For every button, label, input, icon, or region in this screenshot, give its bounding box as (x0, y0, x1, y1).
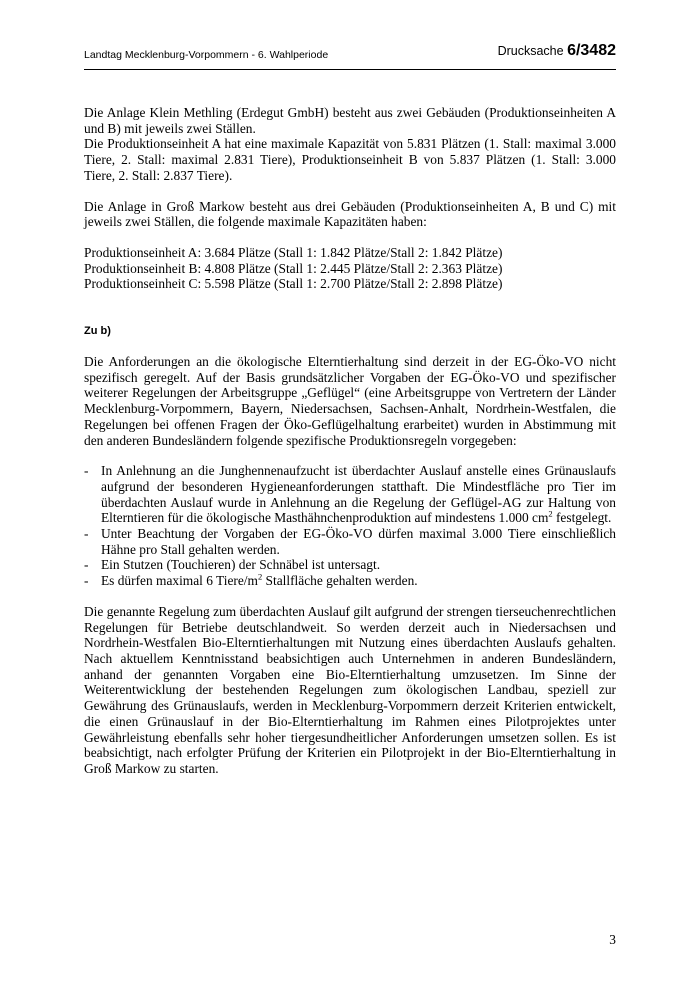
page-number: 3 (609, 932, 616, 947)
section-heading-b: Zu b) (84, 325, 111, 338)
production-unit-c: Produktionseinheit C: 5.598 Plätze (Stall 1: 2.700 Plätze/Stall 2: 2.898 Plätze) (84, 276, 503, 292)
list-item (84, 557, 616, 573)
document-number: 6/3482 (567, 42, 616, 59)
list-item-tail: Stallfläche gehalten werden. (262, 573, 418, 589)
list-dash: - (84, 557, 89, 573)
page-content (84, 105, 616, 777)
paragraph-klein-methling: Die Anlage Klein Methling (Erdegut GmbH) besteht aus zwei Gebäuden (Produktionseinheiten A und B) mit jeweils zwei Ställen. (84, 105, 616, 136)
paragraph-capacity-klein-methling: Die Produktionseinheit A hat eine maximale Kapazität von 5.831 Plätzen (1. Stall: maximal 3.000 Tiere, 2. Stall: maximal 2.831 Tiere), Produktionseinheit B von 5.837 Plätzen (1. Stall: 3.000 Tiere, 2. Stall: 2.837 Tiere). (84, 136, 616, 183)
list-dash: - (84, 463, 89, 479)
paragraph-regulation-scope: Die genannte Regelung zum überdachten Auslauf gilt aufgrund der strengen tierseuchenrechtlichen Regelungen für Betriebe deutschlandweit. So werden derzeit auch in Niedersachsen und Nordrhein-Westfalen Bio-Elterntierhaltungen mit Nutzung eines überdachten Auslaufs gehalten. Nach aktuellem Kenntnisstand beabsichtigen auch Unternehmen in anderen Bundesländern, anhand der genannten Vorgaben eine Bio-Elterntierhaltung umzusetzen. Im Sinne der Weiterentwicklung der bestehenden Regelungen zum ökologischen Landbau, speziell zur Gewährung des Grünauslaufs, werden in Mecklenburg-Vorpommern derzeit Kriterien entwickelt, die einen Grünauslauf in der Bio-Elterntierhaltung im Rahmen eines Pilotprojektes unter Gewährleistung ebenfalls sehr hoher tiergesundheitlicher Anforderungen umsetzen sollen. Es ist beabsichtigt, nach erfolgter Prüfung der Kriterien ein Pilotprojekt in der Bio-Elterntierhaltung in Groß Markow zu starten. (84, 603, 616, 776)
header-divider (84, 69, 616, 70)
list-item-text: Ein Stutzen (Touchieren) der Schnäbel ist untersagt. (101, 557, 381, 573)
list-item (84, 463, 616, 526)
production-unit-a: Produktionseinheit A: 3.684 Plätze (Stall 1: 1.842 Plätze/Stall 2: 1.842 Plätze) (84, 244, 503, 260)
list-item (84, 573, 616, 589)
superscript: 2 (257, 571, 263, 582)
list-dash: - (84, 526, 89, 542)
page-header (84, 38, 616, 70)
production-unit-b: Produktionseinheit B: 4.808 Plätze (Stall 1: 2.445 Plätze/Stall 2: 2.363 Plätze) (84, 260, 503, 276)
superscript: 2 (548, 508, 553, 519)
list-item-tail: festgelegt. (552, 510, 612, 526)
paragraph-requirements: Die Anforderungen an die ökologische Elterntierhaltung sind derzeit in der EG-Öko-VO nicht spezifisch geregelt. Auf der Basis grundsätzlicher Vorgaben der EG-Öko-VO und spezifischer weiterer Regelungen der Arbeitsgruppe „Geflügel“ (eine Arbeitsgruppe von Vertretern der Länder Mecklenburg-Vorpommern, Bayern, Niedersachsen, Sachsen-Anhalt, Nordrhein-Westfalen, die Regelungen bei offenen Fragen der Öko-Geflügelhaltung erarbeitet) wurden in Abstimmung mit den anderen Bundesländern folgende spezifische Produktionsregeln vorgegeben: (84, 354, 616, 448)
list-item-text: Unter Beachtung der Vorgaben der EG-Öko-VO dürfen maximal 3.000 Tiere einschließlich Hähne pro Stall gehalten werden. (101, 526, 616, 557)
document-label: Drucksache (497, 44, 564, 58)
list-dash: - (84, 573, 89, 589)
list-item-text: In Anlehnung an die Junghennenaufzucht ist überdachter Auslauf anstelle eines Grünauslaufs aufgrund der besonderen Hygieneanforderungen statthaft. Die Mindestfläche pro Tier im überdachten Auslauf wurde in Anlehnung an die Regelung der Geflügel-AG zur Haltung von Elterntieren für die ökologische Masthähnchenproduktion auf mindestens 1.000 cm (101, 463, 616, 526)
parliament-label: Landtag Mecklenburg-Vorpommern - 6. Wahlperiode (84, 49, 329, 61)
document-reference (498, 42, 616, 60)
production-rules-list (84, 463, 616, 589)
paragraph-gross-markow: Die Anlage in Groß Markow besteht aus drei Gebäuden (Produktionseinheiten A, B und C) mit jeweils zwei Ställen, die folgende maximale Kapazitäten haben: (84, 198, 616, 230)
list-item (84, 526, 616, 557)
list-item-text: Es dürfen maximal 6 Tiere/m (101, 573, 258, 589)
